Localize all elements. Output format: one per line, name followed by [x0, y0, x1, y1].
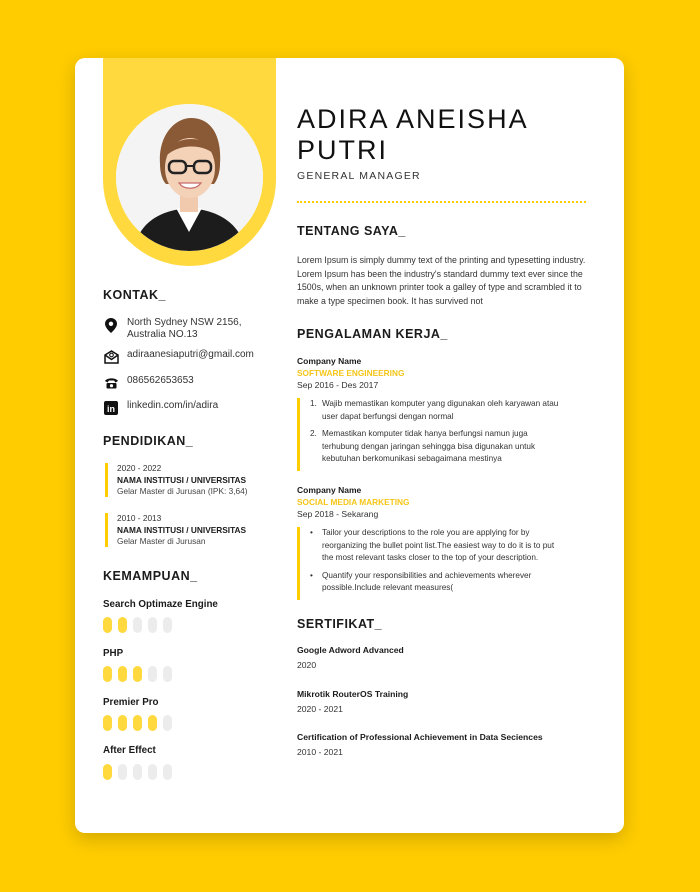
skill-pill-empty	[163, 715, 172, 731]
certificate-year: 2020 - 2021	[297, 704, 343, 714]
skill-pill-empty	[118, 764, 127, 780]
list-marker: 1.	[310, 399, 317, 408]
list-item-text: Wajib memastikan komputer yang digunakan oleh karyawan atau user dapat berfungsi dengan normal	[322, 399, 559, 421]
education-institution: NAMA INSTITUSI / UNIVERSITAS	[117, 525, 247, 535]
skill-pill-empty	[148, 617, 157, 633]
skill-name: PHP	[103, 648, 124, 659]
job-points	[297, 398, 562, 471]
skill-pill-filled	[118, 617, 127, 633]
about-title: TENTANG SAYA_	[297, 224, 406, 238]
list-item	[310, 527, 562, 565]
skill-level	[103, 764, 172, 780]
certificate-year: 2010 - 2021	[297, 747, 343, 757]
list-marker: 2.	[310, 429, 317, 438]
profile-photo	[116, 104, 263, 251]
full-name	[297, 104, 529, 166]
skill-level	[103, 617, 172, 633]
contact-email[interactable]	[103, 349, 254, 365]
job-position: SOCIAL MEDIA MARKETING	[297, 497, 410, 507]
linkedin-text[interactable]: linkedin.com/in/adira	[127, 400, 219, 411]
education-item	[105, 513, 246, 547]
certificate-year: 2020	[297, 660, 317, 670]
education-years: 2010 - 2013	[117, 513, 162, 523]
education-institution: NAMA INSTITUSI / UNIVERSITAS	[117, 475, 247, 485]
job-dates: Sep 2016 - Des 2017	[297, 380, 379, 390]
skill-pill-filled	[103, 666, 112, 682]
skill-pill-empty	[163, 666, 172, 682]
skill-name: Premier Pro	[103, 697, 159, 708]
skill-name: Search Optimaze Engine	[103, 599, 218, 610]
skill-pill-filled	[148, 715, 157, 731]
certificates-title: SERTIFIKAT_	[297, 617, 383, 631]
list-item	[310, 570, 562, 595]
skill-pill-empty	[163, 617, 172, 633]
skill-pill-filled	[118, 666, 127, 682]
education-title: PENDIDIKAN_	[103, 434, 194, 448]
svg-text:in: in	[107, 404, 115, 414]
education-degree: Gelar Master di Jurusan (IPK: 3,64)	[117, 486, 248, 496]
dotted-divider	[297, 201, 586, 203]
job-points	[297, 527, 562, 600]
skill-pill-filled	[103, 617, 112, 633]
job-company: Company Name	[297, 356, 362, 366]
email-text[interactable]: adiraanesiaputri@gmail.com	[127, 349, 254, 360]
job-position: SOFTWARE ENGINEERING	[297, 368, 405, 378]
skill-level	[103, 666, 172, 682]
list-item	[310, 428, 562, 466]
education-years: 2020 - 2022	[117, 463, 162, 473]
list-item	[310, 398, 562, 423]
phone-icon	[103, 375, 119, 391]
education-degree: Gelar Master di Jurusan	[117, 536, 206, 546]
address-text: North Sydney NSW 2156, Australia NO.13	[127, 317, 242, 340]
about-text: Lorem Ipsum is simply dummy text of the printing and typesetting industry. Lorem Ipsum has been the industry's standard dummy text ever since the 1500s, when an unknown printer took a galley of type and scrambled it to make a type specimen book. It has survived not	[297, 255, 586, 306]
location-pin-icon	[103, 317, 119, 333]
linkedin-icon	[103, 400, 119, 416]
skill-pill-filled	[133, 666, 142, 682]
skill-pill-empty	[133, 764, 142, 780]
contact-phone[interactable]	[103, 375, 194, 391]
contact-linkedin[interactable]	[103, 400, 218, 416]
skill-pill-filled	[118, 715, 127, 731]
certificate-name: Certification of Professional Achievement in Data Seciences	[297, 732, 543, 742]
certificate-name: Google Adword Advanced	[297, 645, 404, 655]
person-portrait-icon	[116, 104, 263, 251]
experience-title: PENGALAMAN KERJA_	[297, 327, 448, 341]
contact-title: KONTAK_	[103, 288, 166, 302]
certificate-name: Mikrotik RouterOS Training	[297, 689, 409, 699]
skill-name: After Effect	[103, 745, 156, 756]
contact-address	[103, 317, 242, 341]
name-line-2: PUTRI	[297, 135, 388, 165]
skill-pill-filled	[103, 715, 112, 731]
skills-title: KEMAMPUAN_	[103, 569, 198, 583]
job-dates: Sep 2018 - Sekarang	[297, 509, 379, 519]
skill-pill-empty	[163, 764, 172, 780]
list-marker: •	[310, 570, 313, 580]
skill-pill-filled	[103, 764, 112, 780]
job-company: Company Name	[297, 485, 362, 495]
name-line-1: ADIRA ANEISHA	[297, 104, 529, 134]
list-marker: •	[310, 528, 313, 537]
education-item	[105, 463, 248, 497]
skill-pill-empty	[148, 666, 157, 682]
skill-pill-empty	[133, 617, 142, 633]
skill-level	[103, 715, 172, 731]
skill-pill-empty	[148, 764, 157, 780]
list-item-text: Quantify your responsibilities and achievements wherever possible.Include relevant measures(	[322, 570, 532, 592]
list-item-text: Tailor your descriptions to the role you are applying for by reorganizing the bullet point list.The easiest way to do it is to put the most relevant tasks closer to the top of your description.	[322, 528, 555, 562]
skill-pill-filled	[133, 715, 142, 731]
job-role: GENERAL MANAGER	[297, 170, 421, 182]
list-item-text: Memastikan komputer tidak hanya berfungsi namun juga terhubung dengan jaringan sehingga bisa digunakan untuk kebutuhan berkomunikasi sebagaimana mestinya	[322, 429, 536, 463]
phone-text[interactable]: 086562653653	[127, 375, 194, 386]
email-icon	[103, 349, 119, 365]
resume-card	[75, 58, 624, 833]
